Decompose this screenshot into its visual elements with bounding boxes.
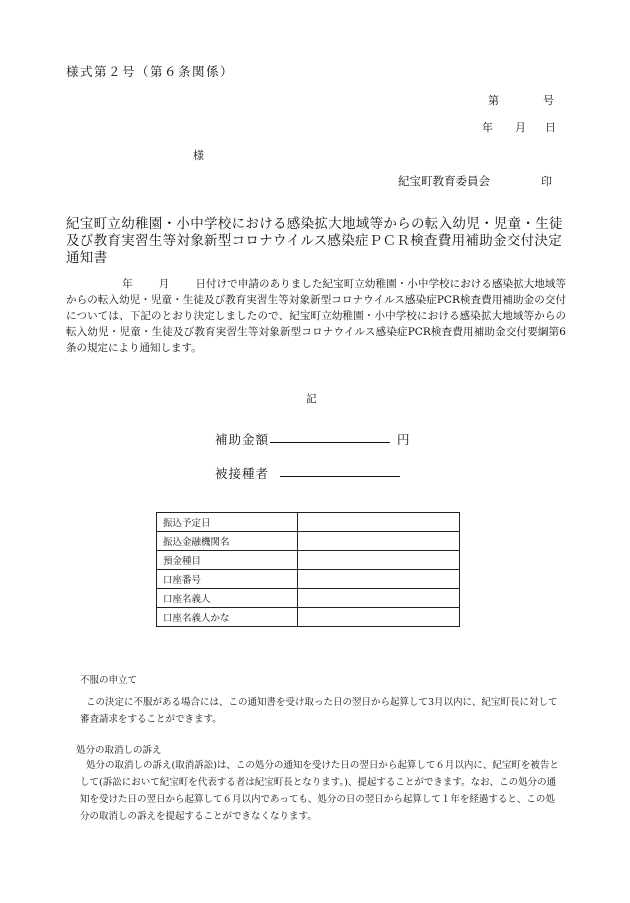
body-text: 日付けで申請のありました紀宝町立幼稚園・小中学校における感染拡大地域等からの転入幼児・児童・生徒及び教育実習生等対象新型コロナウイルス感染症PCR検査費用補助金の交付については、下記のとおり決定しましたので、紀宝町立幼稚園・小中学校における感染拡大地域等からの転入幼児・児童・生徒及び教育実習生等対象新型コロナウイルス感染症PCR検査費用補助金交付要綱第6条の規定により通知します。	[66, 278, 567, 354]
vaccinee-label: 被接種者	[215, 466, 270, 481]
date-month-label: 月	[515, 121, 526, 134]
appeal-text: この決定に不服がある場合には、この通知書を受け取った日の翌日から起算して3月以内に、紀宝町長に対して審査請求をすることができます。	[80, 697, 558, 725]
table-row	[157, 532, 460, 551]
bank-row-label: 口座名義人	[157, 589, 298, 608]
bank-row-label: 振込予定日	[157, 513, 298, 532]
document-title: 紀宝町立幼稚園・小中学校における感染拡大地域等からの転入幼児・児童・生徒及び教育実習生等対象新型コロナウイルス感染症ＰＣＲ検査費用補助金交付決定通知書	[66, 216, 563, 266]
table-row	[157, 589, 460, 608]
body-date-month: 月	[158, 278, 170, 290]
body-date-year: 年	[122, 278, 133, 290]
amount-label: 補助金額	[215, 432, 270, 447]
lawsuit-heading: 処分の取消しの訴え	[76, 745, 162, 756]
bank-row-label: 口座番号	[157, 570, 298, 589]
number-prefix: 第	[488, 94, 499, 107]
date-day-label: 日	[545, 121, 556, 134]
addressee-suffix: 様	[193, 149, 204, 162]
seal-mark: 印	[541, 175, 552, 188]
bank-row-value	[298, 513, 460, 532]
bank-row-label: 口座名義人かな	[157, 608, 298, 627]
table-row	[157, 513, 460, 532]
vaccinee-underline	[280, 476, 400, 477]
amount-underline	[270, 442, 390, 443]
table-row	[157, 551, 460, 570]
appeal-heading: 不服の申立て	[80, 675, 138, 686]
lawsuit-text: 処分の取消しの訴え(取消訴訟)は、この処分の通知を受けた日の翌日から起算して６月以内に、紀宝町を被告として(訴訟において紀宝町を代表する者は紀宝町長となります。)、提起することができます。なお、この処分の通知を受けた日の翌日から起算して６月以内であっても、処分の日の翌日から起算して１年を経過すると、この処分の取消しの訴えを提起することができなくなります。	[80, 760, 559, 822]
bank-row-label: 振込金融機関名	[157, 532, 298, 551]
bank-row-value	[298, 532, 460, 551]
date-year-label: 年	[482, 121, 493, 134]
bank-info-table	[156, 512, 460, 627]
bank-row-value	[298, 570, 460, 589]
issuer-name: 紀宝町教育委員会	[398, 174, 490, 188]
number-suffix: 号	[543, 94, 554, 107]
bank-row-value	[298, 608, 460, 627]
ki-heading: 記	[306, 393, 317, 405]
body-paragraph	[66, 276, 566, 356]
table-row	[157, 608, 460, 627]
bank-row-value	[298, 551, 460, 570]
bank-row-value	[298, 589, 460, 608]
form-number: 様式第２号（第６条関係）	[66, 64, 235, 79]
bank-row-label: 預金種目	[157, 551, 298, 570]
table-row	[157, 570, 460, 589]
amount-unit: 円	[397, 432, 410, 447]
